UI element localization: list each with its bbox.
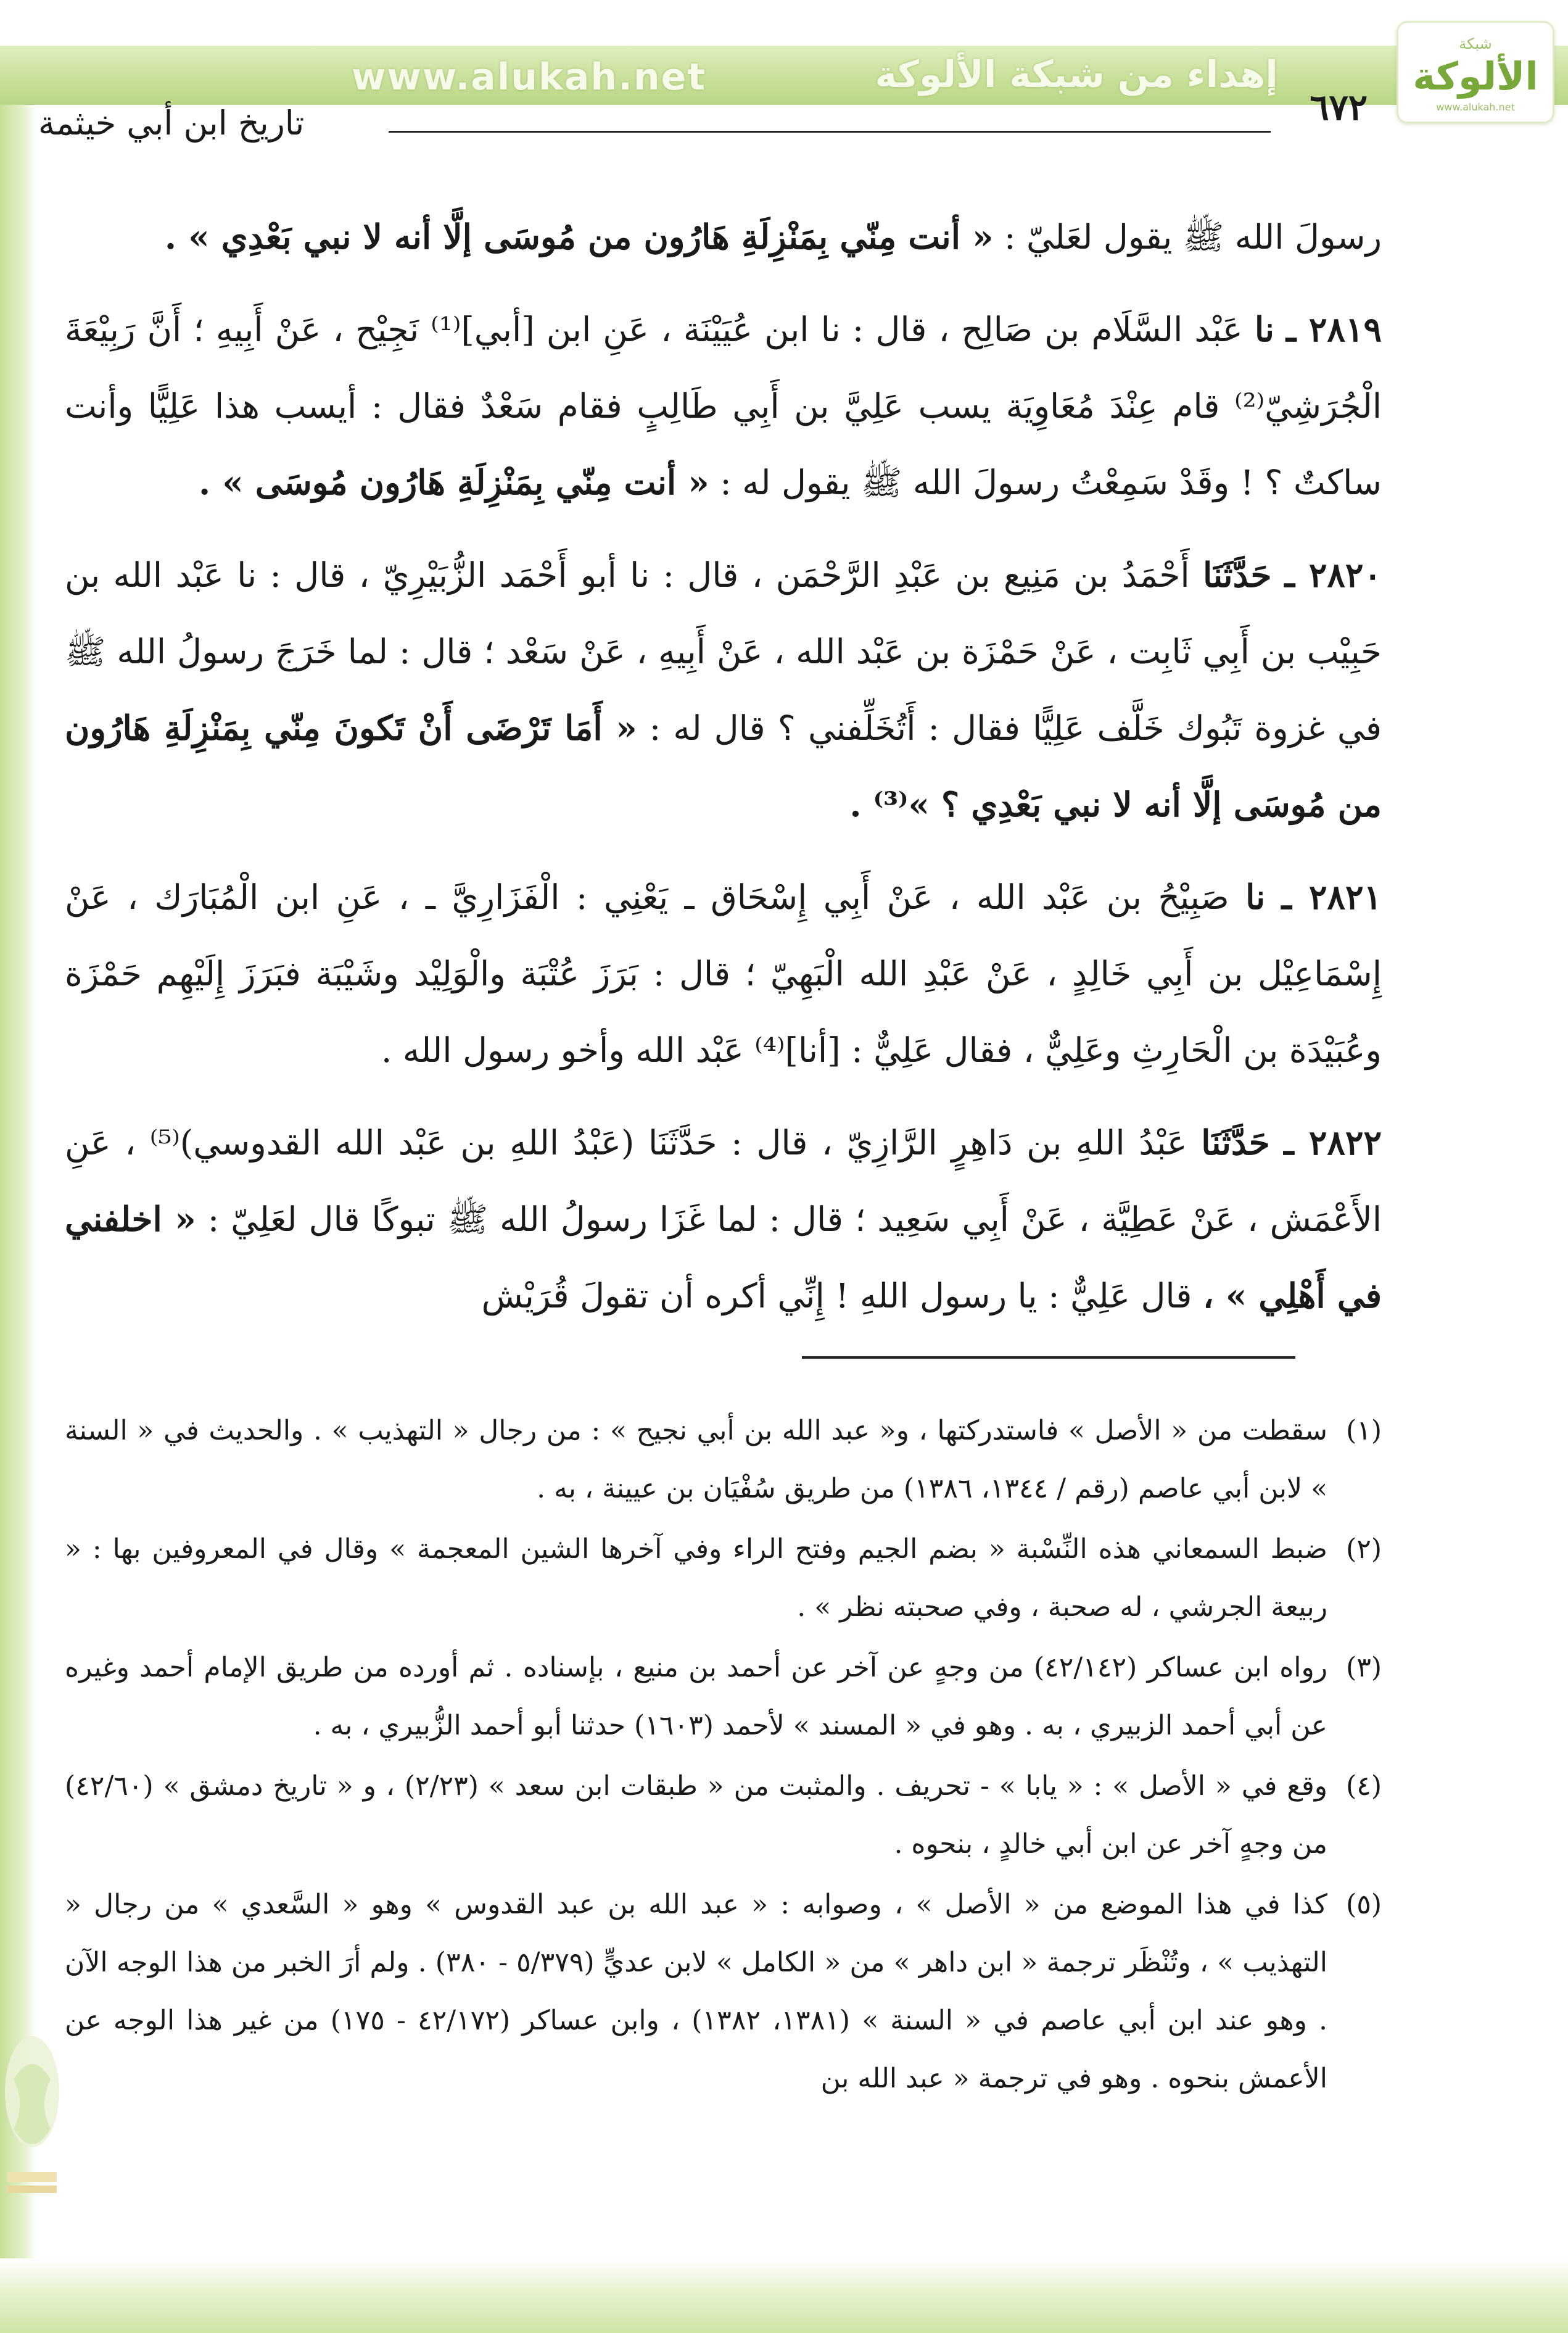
- footnote-text: وقع في « الأصل » : « يابا » - تحريف . والمثبت من « طبقات ابن سعد » (٢/٢٣) ، و « تاريخ دمشق » (٤٢/٦٠) من وجهٍ آخر عن ابن أبي خالدٍ ، بنحوه .: [65, 1770, 1327, 1860]
- footnote-mark: (٣): [1346, 1652, 1382, 1683]
- footnote-mark: (٥): [1346, 1889, 1382, 1920]
- emblem-graphic: [1, 2024, 75, 2209]
- banner-url[interactable]: www.alukah.net: [352, 56, 707, 99]
- footnote-5: [65, 1876, 1382, 2108]
- hadith-2821-text: صَبِيْحُ بن عَبْد الله ، عَنْ أَبِي إِسْحَاق ـ يَعْنِي : الْفَزَارِيَّ ـ ، عَنِ ابن الْمُبَارَك ، عَنْ إِسْمَاعِيْل بن أَبِي خَالِدٍ ، عَنْ عَبْدِ الله الْبَهِيّ ؛ قال : بَرَزَ عُتْبَة والْوَلِيْد وشَيْبَة فبَرَزَ إِلَيْهِم حَمْزَة وعُبَيْدَة بن الْحَارِثِ وعَلِيٌّ ، فقال عَلِيٌّ : [أنا]⁽⁴⁾ عَبْد الله وأخو رسول الله .: [65, 877, 1382, 1070]
- hadith-2821-lead: نا: [1245, 877, 1266, 917]
- footnote-text: رواه ابن عساكر (٤٢/١٤٢) من وجهٍ عن آخر عن أحمد بن منيع ، بإسناده . ثم أورده من طريق الإمام أحمد وغيره عن أبي أحمد الزبيري ، به . وهو في « المسند » لأحمد (١٦٠٣) حدثنا أبو أحمد الزُّبيري ، به .: [65, 1652, 1328, 1741]
- footnote-text: كذا في هذا الموضع من « الأصل » ، وصوابه : « عبد الله بن عبد القدوس » وهو « السَّعدي » من رجال « التهذيب » ، وتُنْظَر ترجمة « ابن داهر » من « الكامل » لابن عديٍّ (٥/٣٧٩ - ٣٨٠) . ولم أرَ الخبر من هذا الوجه الآن . وهو عند ابن أبي عاصم في « السنة » (١٣٨١، ١٣٨٢) ، وابن عساكر (٤٢/١٧٢ - ١٧٥) من غير هذا الوجه عن الأعمش بنحوه . وهو في ترجمة « عبد الله بن: [65, 1889, 1328, 2094]
- hadith-2821-number: ٢٨٢١ ـ: [1281, 877, 1382, 917]
- logo-url: www.alukah.net: [1436, 101, 1515, 113]
- header-rule: [389, 131, 1271, 133]
- hadith-2821: [65, 859, 1382, 1088]
- footnotes: [65, 1402, 1382, 2110]
- footnote-mark: (١): [1346, 1415, 1382, 1446]
- main-text: [65, 199, 1382, 1350]
- hadith-2819: [65, 291, 1382, 521]
- footnote-4: [65, 1757, 1382, 1873]
- running-title: تاريخ ابن أبي خيثمة: [38, 104, 305, 143]
- intro-paragraph: [65, 199, 1382, 275]
- hadith-2819-number: ٢٨١٩ ـ: [1286, 309, 1382, 349]
- hadith-2820-lead: حَدَّثَنَا: [1202, 555, 1272, 595]
- footnote-2: [65, 1520, 1382, 1636]
- hadith-2822-tail: قال عَلِيٌّ : يا رسول اللهِ ! إِنِّي أكره أن تقولَ قُرَيْش: [481, 1276, 1192, 1316]
- hadith-2820: [65, 537, 1382, 843]
- footnote-1: [65, 1402, 1382, 1518]
- footnote-3: [65, 1639, 1382, 1755]
- alukah-logo[interactable]: [1397, 21, 1554, 123]
- footnote-mark: (٢): [1346, 1533, 1382, 1565]
- hadith-2820-text: أَحْمَدُ بن مَنِيع بن عَبْدِ الرَّحْمَن ، قال : نا أبو أَحْمَد الزُّبَيْرِيّ ، قال : نا عَبْد الله بن حَبِيْب بن أَبِي ثَابِت ، عَنْ حَمْزَة بن عَبْد الله ، عَنْ أَبِيهِ ، عَنْ سَعْد ؛ قال : لما خَرَجَ رسولُ الله ﷺ في غزوة تَبُوك خَلَّف عَلِيًّا فقال : أَتُخَلِّفني ؟ قال له :: [65, 555, 1382, 748]
- logo-top-text: شبكة: [1459, 35, 1492, 52]
- hadith-2820-number: ٢٨٢٠ ـ: [1284, 555, 1382, 595]
- footnote-text: ضبط السمعاني هذه النِّسْبة « بضم الجيم وفتح الراء وفي آخرها الشين المعجمة » وقال في المعروفين بها : « ربيعة الجرشي ، له صحبة ، وفي صحبته نظر » .: [65, 1533, 1327, 1623]
- hadith-2819-lead: نا: [1254, 309, 1274, 349]
- hadith-2822-number: ٢٨٢٢ ـ: [1284, 1122, 1382, 1162]
- left-frame-strip: [0, 105, 36, 2333]
- intro-text: رسولَ الله ﷺ يقول لعَليّ :: [1004, 217, 1382, 257]
- hadith-2822-text: عَبْدُ اللهِ بن دَاهِرٍ الرَّازِيّ ، قال : حَدَّثَنَا (عَبْدُ اللهِ بن عَبْد الله القدوسي)⁽⁵⁾ ، عَنِ الأَعْمَش ، عَنْ عَطِيَّة ، عَنْ أَبِي سَعِيد ؛ قال : لما غَزَا رسولُ الله ﷺ تبوكًا قال لعَلِيّ :: [65, 1123, 1382, 1239]
- logo-word: الألوكة: [1413, 54, 1538, 99]
- page-number: ٦٧٢: [1310, 86, 1368, 128]
- logo-graphic: [1398, 23, 1553, 122]
- footnote-separator: [802, 1356, 1295, 1359]
- bottom-frame-strip: [0, 2258, 1568, 2333]
- hadith-2819-text: عَبْد السَّلَام بن صَالِح ، قال : نا ابن عُيَيْنَة ، عَنِ ابن [أبي]⁽¹⁾ نَجِيْح ، عَنْ أَبِيهِ ؛ أَنَّ رَبِيْعَةَ الْجُرَشِيّ⁽²⁾ قام عِنْدَ مُعَاوِيَة يسب عَلِيَّ بن أَبِي طَالِبٍ فقام سَعْدٌ فقال : أيسب هذا عَلِيًّا وأنت ساكتٌ ؟ ! وقَدْ سَمِعْتُ رسولَ الله ﷺ يقول له :: [65, 310, 1382, 502]
- intro-quote: « أنت مِنّي بِمَنْزِلَةِ هَارُون من مُوسَى إلَّا أنه لا نبي بَعْدِي » .: [164, 217, 994, 257]
- hadith-2822: [65, 1104, 1382, 1334]
- footnote-text: سقطت من « الأصل » فاستدركتها ، و« عبد الله بن أبي نجيح » : من رجال « التهذيب » . والحديث في « السنة » لابن أبي عاصم (رقم / ١٣٤٤، ١٣٨٦) من طريق سُفْيَان بن عيينة ، به .: [65, 1415, 1327, 1504]
- hadith-2822-quote: « اخلفني في أَهْلِي » ،: [65, 1199, 1382, 1316]
- hadith-2822-lead: حَدَّثَنَا: [1201, 1122, 1270, 1162]
- hadith-2820-quote: « أَمَا تَرْضَى أَنْ تَكونَ مِنّي بِمَنْزِلَةِ هَارُون من مُوسَى إلَّا أنه لا نبي بَعْدِي ؟ »⁽³⁾ .: [65, 708, 1382, 824]
- watermark-emblem: [1, 2024, 75, 2209]
- banner-text: إهداء من شبكة الألوكة: [875, 53, 1278, 96]
- hadith-2819-quote: « أنت مِنّي بِمَنْزِلَةِ هَارُون مُوسَى » .: [198, 462, 709, 502]
- footnote-mark: (٤): [1346, 1770, 1382, 1802]
